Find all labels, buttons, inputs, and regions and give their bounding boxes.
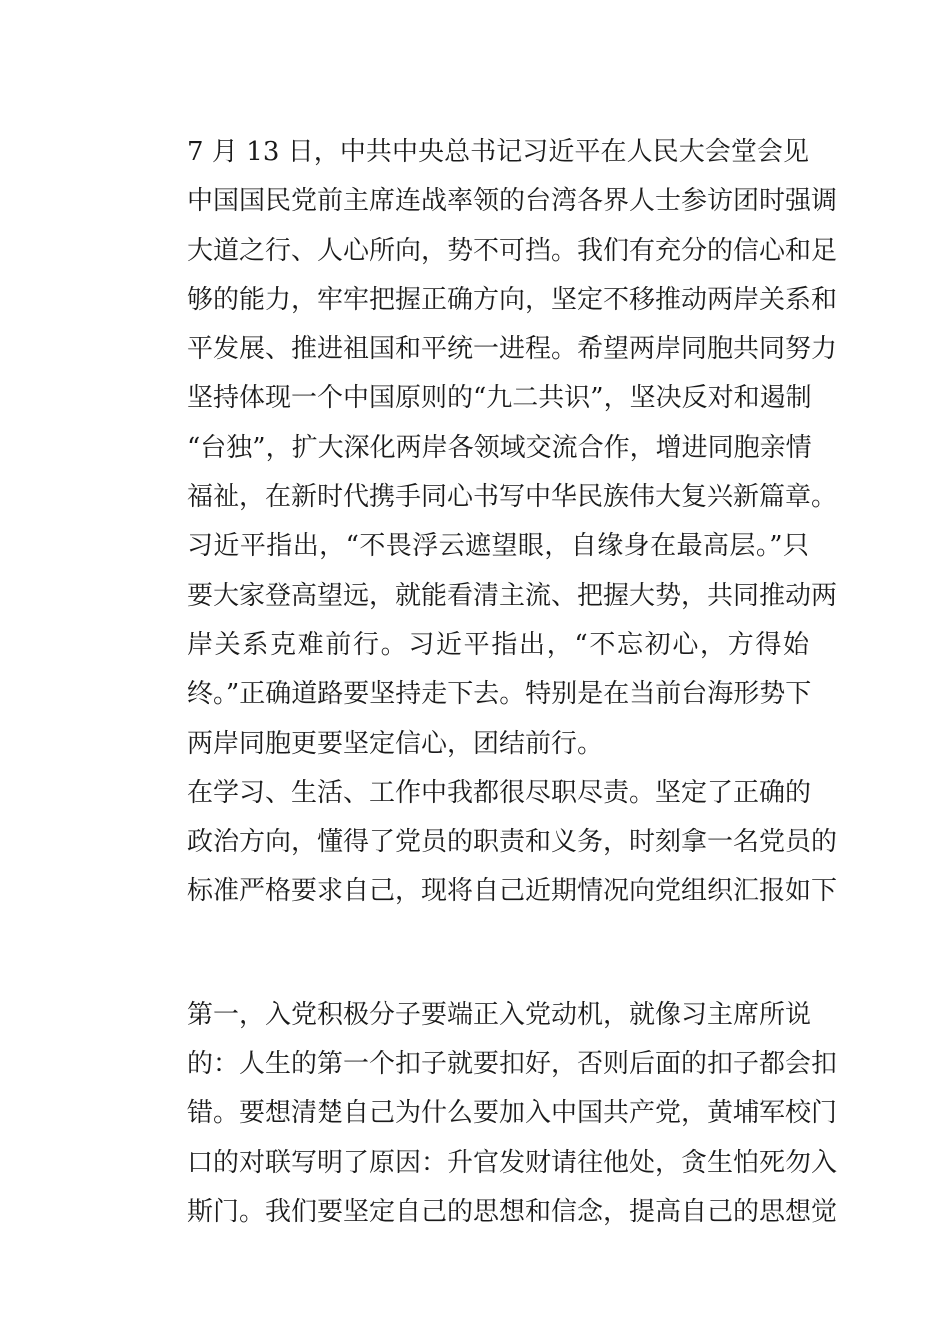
text-line: 第一，入党积极分子要端正入党动机，就像习主席所说: [187, 999, 812, 1030]
text-line: 够的能力，牢牢把握正确方向，坚定不移推动两岸关系和: [187, 284, 838, 315]
text-line: 福祉，在新时代携手同心书写中华民族伟大复兴新篇章。: [187, 482, 838, 513]
paragraph-3: [147, 991, 838, 1237]
document-body: [147, 128, 838, 1237]
text-line: 标准严格要求自己，现将自己近期情况向党组织汇报如下: [187, 876, 838, 907]
text-line: 政治方向，懂得了党员的职责和义务，时刻拿一名党员的: [187, 827, 838, 858]
text-line: 要大家登高望远，就能看清主流、把握大势，共同推动两: [187, 580, 838, 611]
text-line: 大道之行、人心所向，势不可挡。我们有充分的信心和足: [187, 235, 838, 266]
text-line: 坚持体现一个中国原则的“九二共识”，坚决反对和遏制: [187, 383, 812, 414]
text-line: 口的对联写明了原因：升官发财请往他处，贪生怕死勿入: [187, 1147, 838, 1178]
paragraph-2: [147, 769, 838, 917]
text-line: 斯门。我们要坚定自己的思想和信念，提高自己的思想觉: [187, 1196, 838, 1227]
paragraph-spacer: [147, 917, 809, 991]
text-line: 平发展、推进祖国和平统一进程。希望两岸同胞共同努力: [187, 334, 838, 365]
text-line: 终。”正确道路要坚持走下去。特别是在当前台海形势下: [187, 679, 812, 710]
paragraph-1: [147, 128, 838, 769]
text-line: 两岸同胞更要坚定信心，团结前行。: [187, 728, 604, 759]
text-line: 岸关系克难前行。习近平指出，“不忘初心，方得始: [187, 629, 809, 660]
text-line: 中国国民党前主席连战率领的台湾各界人士参访团时强调: [187, 186, 838, 217]
text-line: 7 月 13 日，中共中央总书记习近平在人民大会堂会见: [187, 137, 809, 167]
text-line: 的：人生的第一个扣子就要扣好，否则后面的扣子都会扣: [187, 1049, 838, 1080]
text-line: “台独”，扩大深化两岸各领域交流合作，增进同胞亲情: [187, 432, 812, 463]
text-line: 在学习、生活、工作中我都很尽职尽责。坚定了正确的: [187, 777, 812, 808]
text-line: 错。要想清楚自己为什么要加入中国共产党，黄埔军校门: [187, 1098, 838, 1129]
text-line: 习近平指出，“不畏浮云遮望眼，自缘身在最高层。”只: [187, 531, 809, 562]
